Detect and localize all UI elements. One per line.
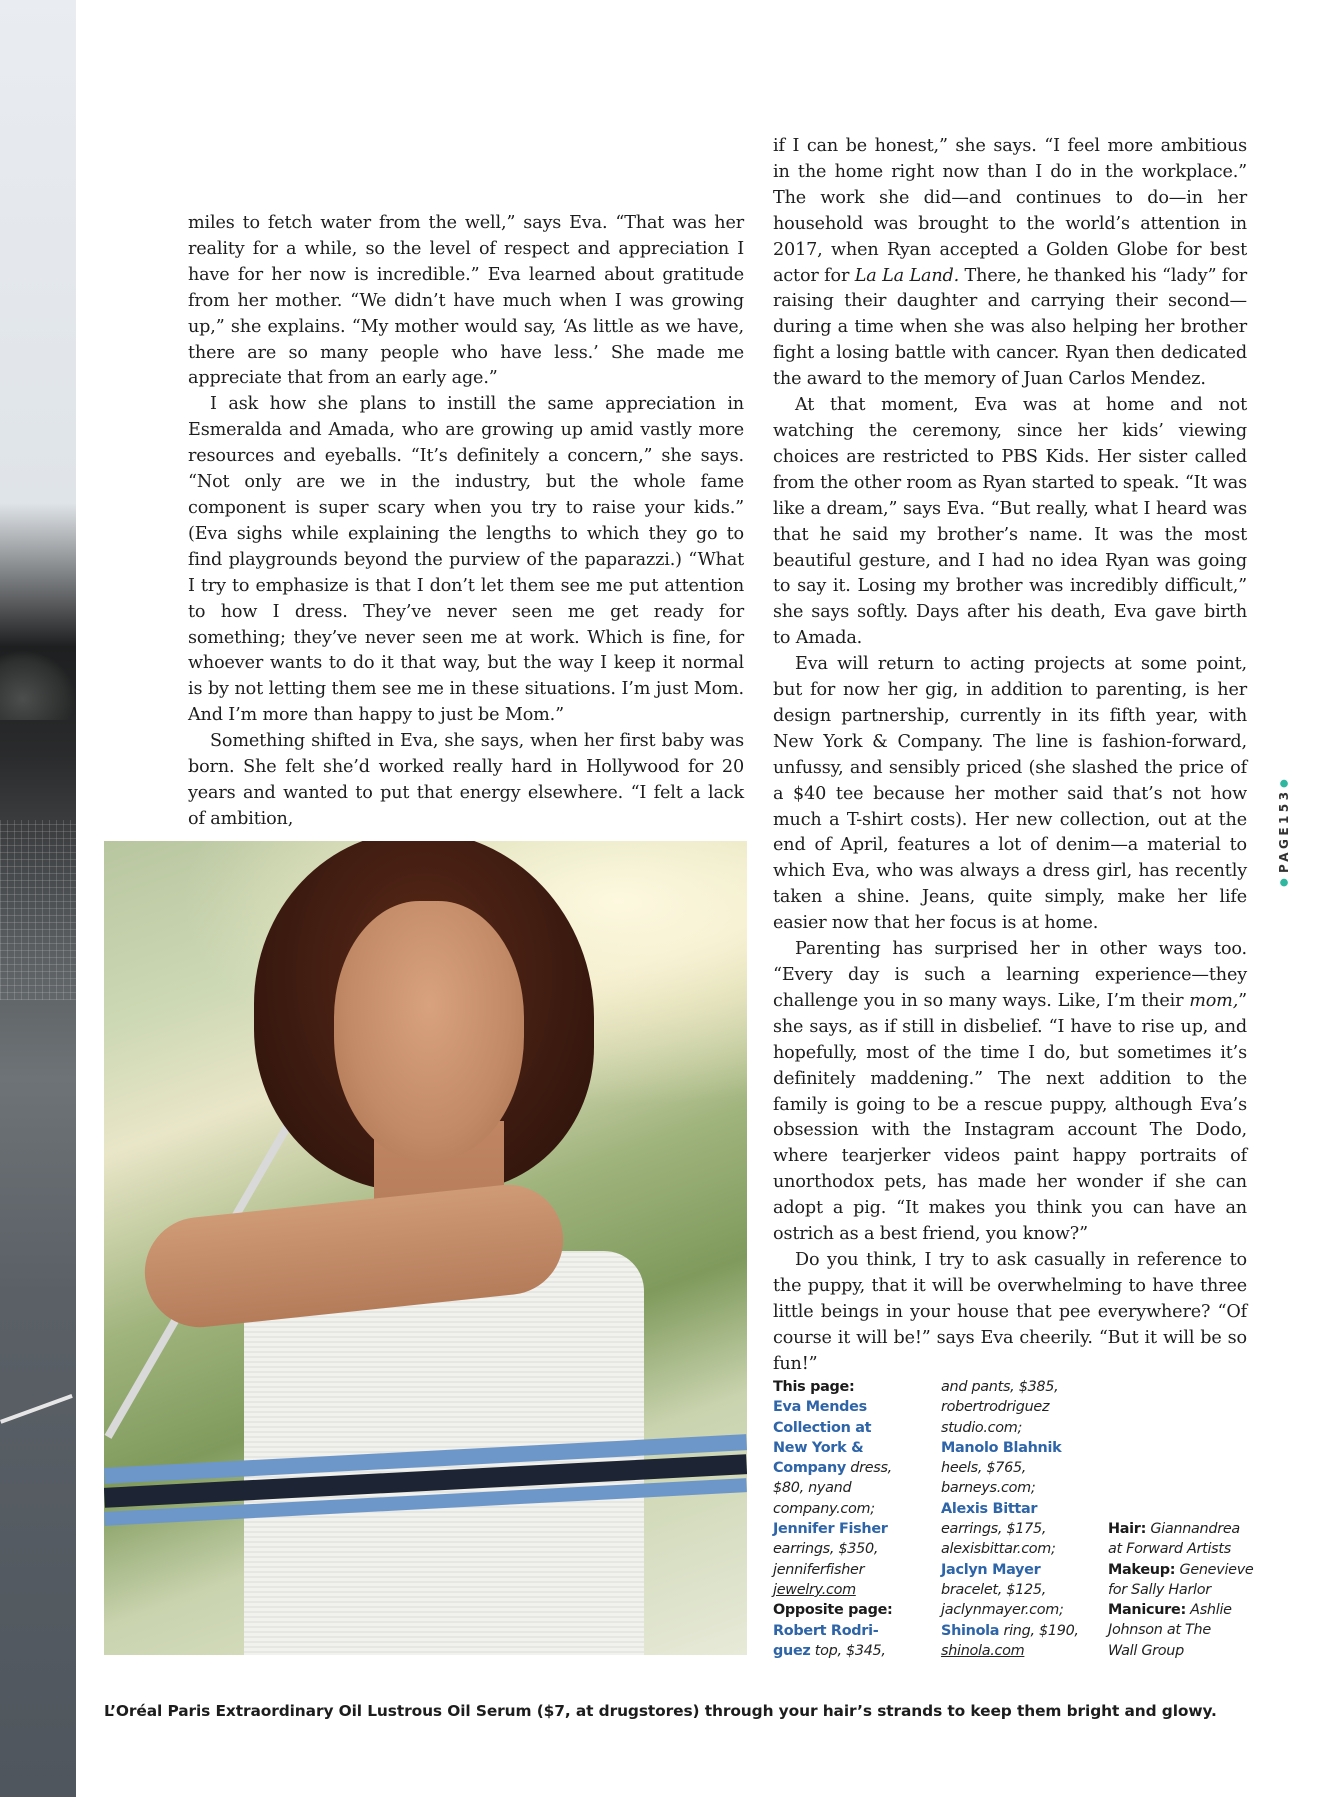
credit-role: Manicure: (1108, 1602, 1186, 1619)
credit-line: robertrodriguez (941, 1399, 1050, 1416)
page-number: 153 (1277, 788, 1291, 825)
credit-heading: Opposite page: (773, 1602, 893, 1619)
credit-role: Hair: (1108, 1521, 1147, 1537)
film-title: La La Land. (854, 265, 960, 286)
credit-heading: This page: (773, 1379, 855, 1395)
credit-line: alexisbittar.com; (941, 1541, 1056, 1558)
credit-line (1108, 1600, 1258, 1620)
article-paragraph: Eva will return to acting projects at some point, but for now her gig, in addition to parenting, is her design partnership, currently in its fifth year, with New York & Company. The line is fashion-forward, unfussy, and sensibly priced (she slashed the price of a $40 tee because her mother said that’s not how much a T-shirt costs). Her new collection, out at the end of April, features a lot of denim—a material to which Eva, who was always a dress girl, has recently taken a shine. Jeans, quite simply, make her life easier now that her focus is at home. (773, 654, 1247, 934)
credit-text: Genevieve (1175, 1561, 1254, 1578)
credit-line: at Forward Artists (1108, 1541, 1231, 1558)
credit-brand: guez (773, 1642, 811, 1659)
folio-label: PAGE (1277, 824, 1291, 874)
credit-brand: Collection at (773, 1419, 872, 1436)
credit-text: dress, (845, 1460, 892, 1477)
credit-line: jaclynmayer.com; (941, 1602, 1064, 1619)
credit-brand: Manolo Blahnik (941, 1439, 1062, 1456)
credit-brand: New York & (773, 1439, 864, 1456)
credit-brand: Shinola (941, 1622, 1000, 1639)
article-paragraph: Something shifted in Eva, she says, when her first baby was born. She felt she’d worked really hard in Hollywood for 20 years and wanted to put that energy elsewhere. “I felt a lack of ambition, (188, 731, 744, 829)
credit-brand: Jennifer Fisher (773, 1521, 888, 1538)
credit-brand: Jaclyn Mayer (941, 1561, 1041, 1578)
credit-line: studio.com; (941, 1419, 1023, 1436)
court-line (0, 1394, 73, 1424)
credit-brand: Company (773, 1460, 846, 1477)
credit-line: $80, nyand (773, 1480, 852, 1497)
credit-line: Johnson at The (1108, 1622, 1211, 1639)
credit-brand: Alexis Bittar (941, 1500, 1038, 1517)
credit-line: jenniferfisher (773, 1561, 865, 1578)
credit-text: Ashlie (1185, 1602, 1232, 1619)
tree-silhouette (0, 650, 76, 720)
article-paragraph (773, 134, 1247, 393)
credit-text: Giannandrea (1146, 1521, 1240, 1537)
credit-line (773, 1641, 923, 1661)
credit-line (773, 1458, 923, 1478)
opposite-page-photo-edge (0, 0, 76, 1797)
credit-text: top, $345, (810, 1642, 886, 1659)
article-paragraph: miles to fetch water from the well,” says Eva. “That was her reality for a while, so the level of respect and appreciation I have for her now is incredible.” Eva learned about gratitude from her mother. “We didn’t have much when I was growing up,” she explains. “My mother would say, ‘As little as we have, there are so many people who have less.’ She made me appreciate that from an early age.” (188, 213, 744, 389)
credit-line: earrings, $175, (941, 1521, 1047, 1538)
credit-line: and pants, $385, (941, 1379, 1059, 1395)
credit-brand: Eva Mendes (773, 1399, 867, 1416)
credit-line: company.com; (773, 1500, 875, 1517)
credit-line: barneys.com; (941, 1480, 1036, 1497)
credit-role: Makeup: (1108, 1561, 1176, 1578)
article-column-right (773, 134, 1247, 1378)
credits-column-3 (1108, 1519, 1258, 1661)
credits-column-1 (773, 1377, 923, 1661)
article-paragraph: I ask how she plans to instill the same appreciation in Esmeralda and Amada, who are growing up amid vastly more resources and eyeballs. “It’s definitely a concern,” she says. “Not only are we in the industry, but the whole fame component is super scary when you try to raise your kids.” (Eva sighs while explaining the lengths to which they go to find playgrounds beyond the purview of the paparazzi.) “What I try to emphasize is that I don’t let them see me put attention to how I dress. They’ve never seen me get ready for something; they’ve never seen me at work. Which is fine, for whoever wants to do it that way, but the way I keep it normal is by not letting them see me in these situations. I’m just Mom. And I’m more than happy to just be Mom.” (188, 394, 744, 726)
folio-dot-icon: ● (1278, 873, 1290, 888)
product-caption: L’Oréal Paris Extraordinary Oil Lustrous Oil Serum ($7, at drugstores) through your hair’s strands to keep them bright and glowy. (104, 1702, 1217, 1720)
article-column-left (188, 211, 744, 833)
text-run: if I can be honest,” she says. “I feel more ambitious in the home right now than I do in the workplace.” The work she did—and continues to do—in her household was brought to the world’s attention in 2017, when Ryan accepted a Golden Globe for best actor for (773, 136, 1247, 286)
article-paragraph: Do you think, I try to ask casually in reference to the puppy, that it will be overwhelming to have three little beings in your house that pee everywhere? “Of course it will be!” says Eva cheerily. “But it will be so fun!” (773, 1249, 1247, 1374)
text-run: Parenting has surprised her in other ways too. “Every day is such a learning experience—they challenge you in so many ways. Like, I’m their (773, 939, 1247, 1011)
credit-link[interactable]: jewelry.com (773, 1581, 856, 1598)
credit-link[interactable]: shinola.com (941, 1642, 1025, 1659)
text-run: There, he thanked his “lady” for raising their daughter and carrying their second—during a time when she was also helping her brother fight a losing battle with cancer. Ryan then dedicated the award to the memory of Juan Carlos Mendez. (773, 265, 1247, 390)
face (334, 901, 524, 1161)
credit-brand: Robert Rodri- (773, 1622, 879, 1639)
credit-line (941, 1621, 1101, 1641)
credit-line (1108, 1560, 1258, 1580)
credits-column-2 (941, 1377, 1101, 1661)
credit-line (1108, 1519, 1258, 1539)
credit-line: Wall Group (1108, 1642, 1184, 1659)
folio-dot-icon: ● (1278, 774, 1290, 789)
credit-text: ring, $190, (999, 1622, 1079, 1639)
article-paragraph (773, 937, 1247, 1248)
article-paragraph: At that moment, Eva was at home and not watching the ceremony, since her kids’ viewing choices are restricted to PBS Kids. Her sister called from the other room as Ryan started to speak. “It was like a dream,” says Eva. “But really, what I heard was that he said my brother’s name. It was the most beautiful gesture, and I had no idea Ryan was going to say it. Losing my brother was incredibly difficult,” she says softly. Days after his death, Eva gave birth to Amada. (773, 395, 1247, 649)
page-folio (1272, 776, 1296, 886)
credit-line: bracelet, $125, (941, 1581, 1046, 1598)
text-run: ” she says, as if still in disbelief. “I have to rise up, and hopefully, most of the time I do, but sometimes it’s definitely maddening.” The next addition to the family is going to be a rescue puppy, although Eva’s obsession with the Instagram account The Dodo, where tearjerker videos paint happy portraits of unorthodox pets, has made her wonder if she can adopt a pig. “It makes you think you can have an ostrich as a best friend, you know?” (773, 990, 1247, 1245)
portrait-photo (104, 841, 747, 1655)
emphasis: mom, (1189, 990, 1239, 1011)
credit-line: heels, $765, (941, 1460, 1027, 1477)
credit-line: earrings, $350, (773, 1541, 879, 1558)
credit-line: for Sally Harlor (1108, 1581, 1211, 1598)
tennis-net (0, 820, 76, 1000)
